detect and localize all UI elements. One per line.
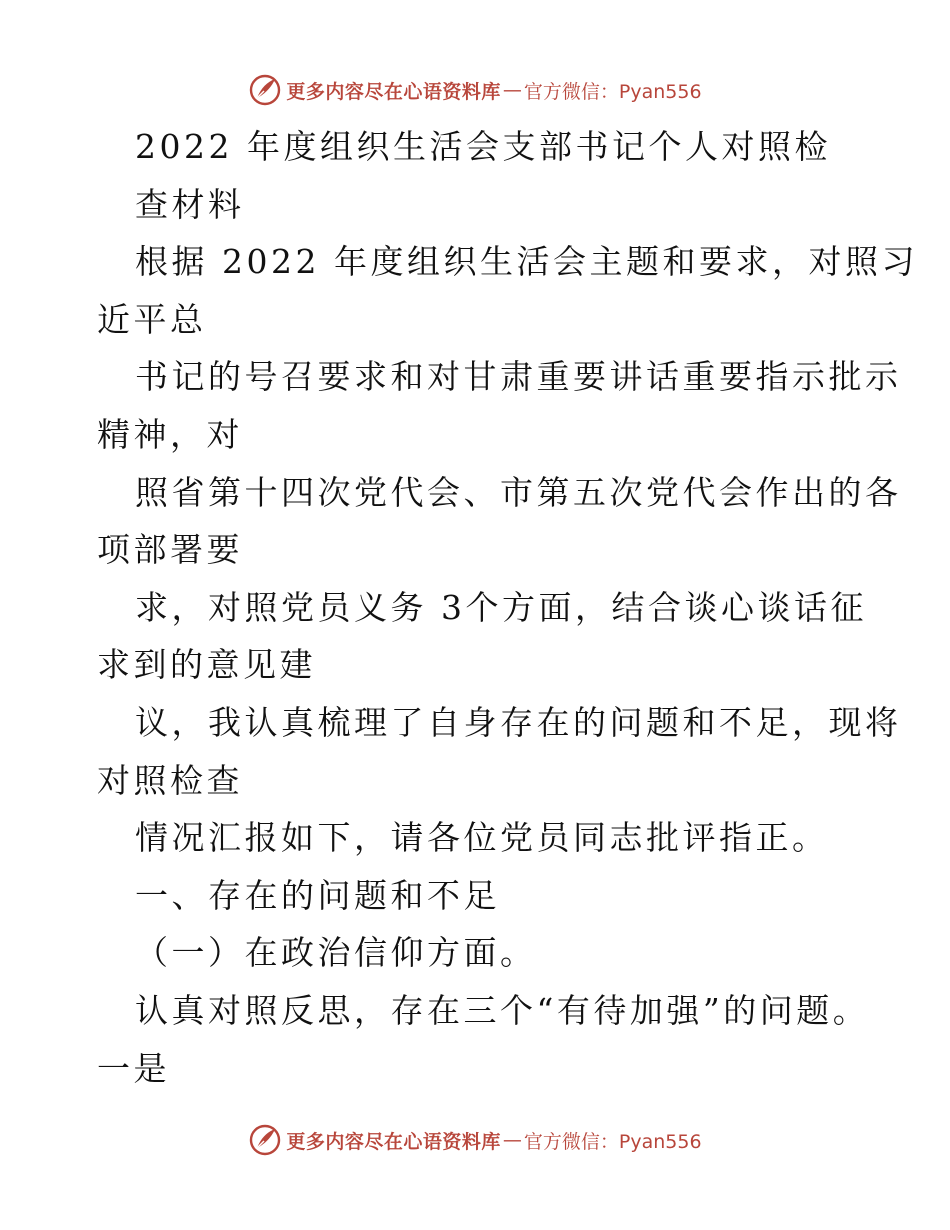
text-line: 2022 年度组织生活会支部书记个人对照检 (135, 127, 831, 166)
text-line: 情况汇报如下，请各位党员同志批评指正。 (135, 818, 829, 858)
feather-pen-icon (248, 1123, 282, 1157)
text-line: 议，我认真梳理了自身存在的问题和不足，现将 (135, 702, 902, 742)
feather-pen-icon (248, 73, 282, 107)
text-line: 求到的意见建 (97, 645, 316, 685)
text-line: 一是 (97, 1048, 170, 1088)
text-line: 书记的号召要求和对甘肃重要讲话重要指示批示 (135, 357, 902, 397)
text-line: 对照检查 (97, 760, 243, 800)
watermark-banner-bottom (0, 1120, 950, 1160)
text-line: （一）在政治信仰方面。 (135, 933, 537, 973)
text-line: 查材料 (135, 184, 245, 224)
watermark-wechat-text: 官方微信：Pyan556 (523, 80, 702, 103)
text-line: 项部署要 (97, 530, 243, 570)
watermark-banner-top (0, 70, 950, 110)
watermark-separator: — (502, 79, 522, 101)
text-line: 求，对照党员义务 3个方面，结合谈心谈话征 (135, 587, 867, 627)
text-line: 精神，对 (97, 414, 243, 454)
text-line: 一、存在的问题和不足 (135, 875, 500, 915)
text-line: 认真对照反思，存在三个“有待加强”的问题。 (135, 990, 870, 1030)
text-line: 近平总 (97, 299, 207, 339)
watermark-site-text: 更多内容尽在心语资料库 (286, 1130, 501, 1153)
text-line: 照省第十四次党代会、市第五次党代会作出的各 (135, 472, 902, 512)
watermark-separator: — (502, 1129, 522, 1151)
document-body (97, 118, 918, 1097)
text-line: 根据 2022 年度组织生活会主题和要求，对照习 (135, 242, 918, 282)
watermark-wechat-text: 官方微信：Pyan556 (523, 1130, 702, 1153)
watermark-site-text: 更多内容尽在心语资料库 (286, 80, 501, 103)
